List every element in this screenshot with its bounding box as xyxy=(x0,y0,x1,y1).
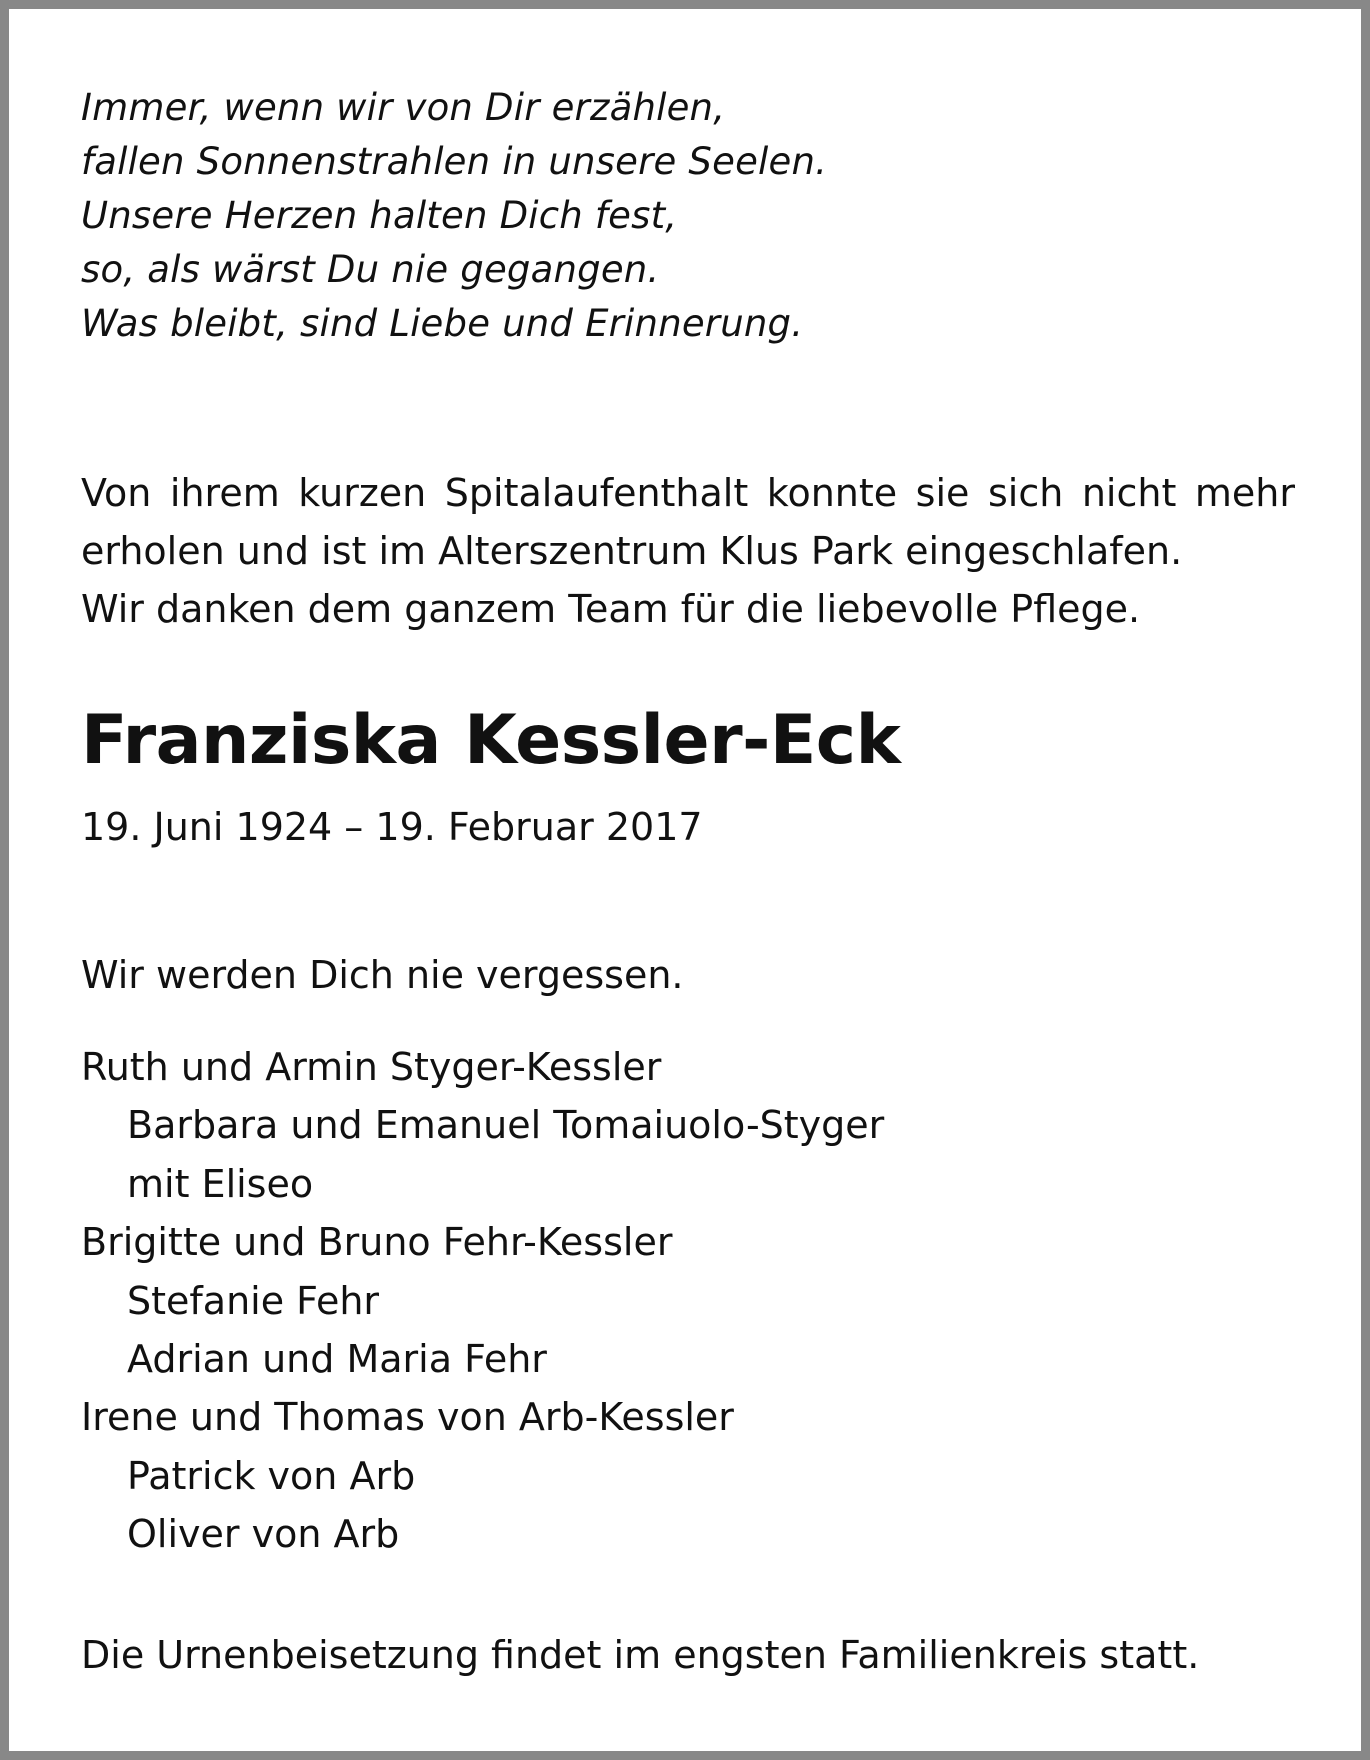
family-member: Irene und Thomas von Arb-Kessler xyxy=(81,1395,734,1440)
closing-text: Die Urnenbeisetzung findet im engsten Familienkreis statt. xyxy=(81,1633,1200,1677)
poem-line: Unsere Herzen halten Dich fest, xyxy=(81,194,678,237)
poem xyxy=(81,81,1181,351)
family-list xyxy=(81,1038,884,1564)
family-member-child: mit Eliseo xyxy=(127,1161,314,1206)
deceased-name: Franziska Kessler-Eck xyxy=(81,701,901,780)
family-member-child: Patrick von Arb xyxy=(127,1453,416,1498)
family-member-child: Stefanie Fehr xyxy=(127,1278,380,1323)
family-member: Brigitte und Bruno Fehr-Kessler xyxy=(81,1220,673,1265)
family-member-child: Adrian und Maria Fehr xyxy=(127,1337,547,1382)
message-paragraph xyxy=(81,464,1295,638)
poem-line: so, als wärst Du nie gegangen. xyxy=(81,248,660,291)
message-line: Wir danken dem ganzem Team für die liebevolle Pflege. xyxy=(81,587,1141,631)
life-dates: 19. Juni 1924 – 19. Februar 2017 xyxy=(81,805,703,849)
message-line: Von ihrem kurzen Spitalaufenthalt konnte sie sich nicht mehr xyxy=(81,471,1295,515)
family-member-child: Barbara und Emanuel Tomaiuolo-Styger xyxy=(127,1103,885,1148)
message-line: erholen und ist im Alterszentrum Klus Park eingeschlafen. xyxy=(81,529,1183,573)
farewell-text: Wir werden Dich nie vergessen. xyxy=(81,953,684,997)
poem-line: Immer, wenn wir von Dir erzählen, xyxy=(81,86,726,129)
family-member-child: Oliver von Arb xyxy=(127,1512,400,1557)
poem-line: Was bleibt, sind Liebe und Erinnerung. xyxy=(81,302,804,345)
family-member: Ruth und Armin Styger-Kessler xyxy=(81,1045,662,1089)
poem-line: fallen Sonnenstrahlen in unsere Seelen. xyxy=(81,140,828,183)
